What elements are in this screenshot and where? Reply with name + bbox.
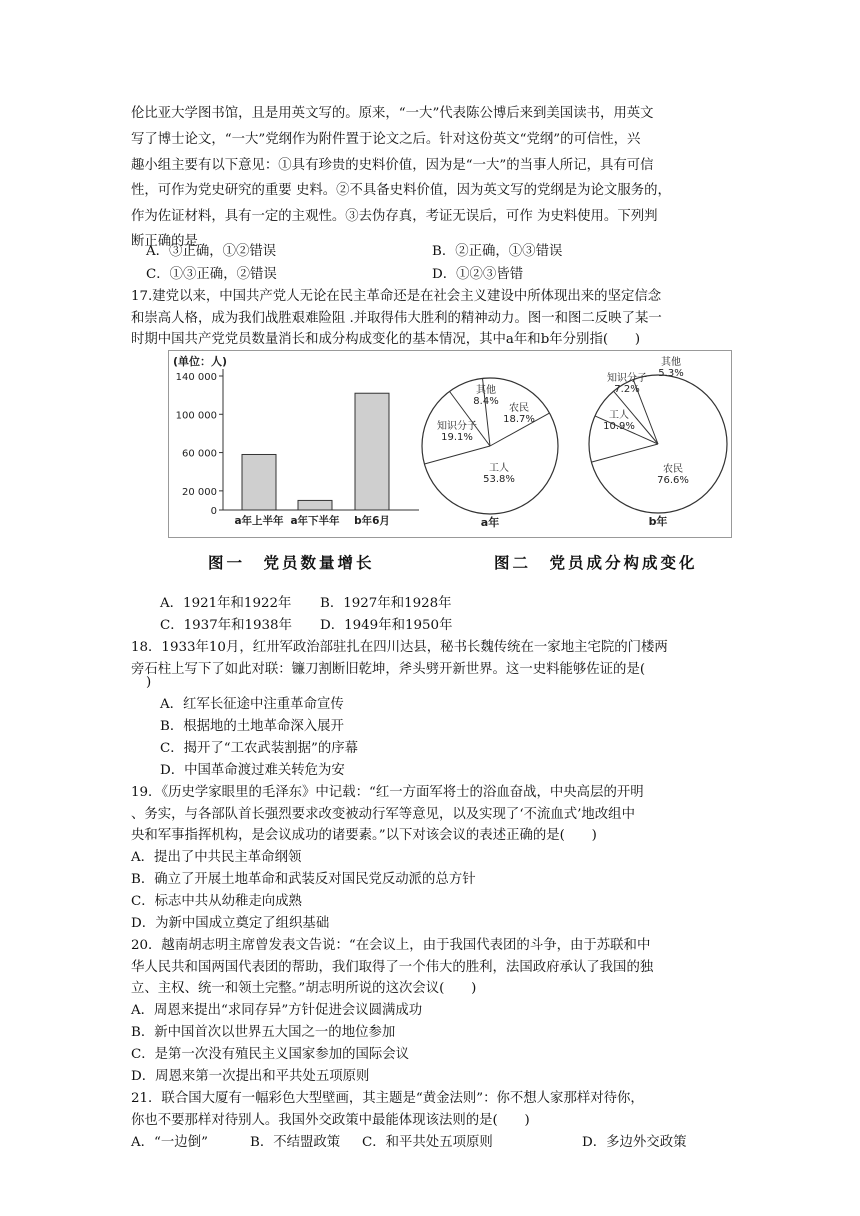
q19-option-a: A．提出了中共民主革命纲领 [131,850,302,865]
figure-panel [168,350,732,538]
pie-slice-value: 76.6% [657,475,689,486]
bar-chart [173,354,419,527]
bar-category-label: b年6月 [354,515,390,527]
q18-option-a: A．红军长征途中注重革命宣传 [160,697,344,712]
pie-slice-name: 工人 [609,410,629,421]
q17-option-c: C．1937年和1938年 [160,618,292,633]
bar-category-label: a年上半年 [234,515,284,527]
pie-chart-b [589,355,727,528]
pie-slice-name: 知识分子 [437,421,477,432]
pie-slice-value: 18.7% [503,414,535,425]
q20-option-c: C．是第一次没有殖民主义国家参加的国际会议 [131,1047,410,1062]
pie-slice-name: 工人 [489,463,509,474]
bar-y-tick-label: 100 000 [175,410,217,422]
bar-category-label: a年下半年 [290,515,340,527]
pie-slice-value: 5.3% [658,368,684,379]
q19-line: 、务实，与各部队首长强烈要求改变被动行军等意见，以及实现了‘不流血式’地改组中 [131,807,635,822]
q16-line: 趣小组主要有以下意见：①具有珍贵的史料价值，因为是“一大”的当事人所记，具有可信 [131,158,654,173]
q16-option-a: A．③正确，①②错误 [146,244,277,259]
pie-slice-value: 10.9% [603,421,635,432]
bar-y-tick-label: 60 000 [182,448,217,460]
q18-option-d: D．中国革命渡过难关转危为安 [160,763,345,778]
q18-option-c: C．揭开了“工农武装割据”的序幕 [160,741,359,756]
q17-option-d: D．1949年和1950年 [320,618,453,633]
bar [242,454,276,510]
q17-line: 17.建党以来，中国共产党人无论在民主革命还是在社会主义建设中所体现出来的坚定信念 [131,289,662,304]
figure2-caption: 图二 党员成分构成变化 [494,554,698,572]
bar-y-tick-label: 140 000 [175,372,217,383]
q20-line: 华人民共和国两国代表团的帮助，我们取得了一个伟大的胜利，法国政府承认了我国的独 [131,960,654,975]
q21-option-b: B．不结盟政策 [250,1135,341,1150]
q18-option-b: B．根据地的土地革命深入展开 [160,719,344,734]
q17-line: 和崇高人格，成为我们战胜艰难险阻 .并取得伟大胜利的精神动力。图一和图二反映了某一 [131,311,662,326]
q18-line: 18．1933年10月，红卅军政治部驻扎在四川达县，秘书长魏传统在一家地主宅院的门楼两 [131,640,668,655]
pie-slice-value: 7.2% [614,384,640,395]
q21-line: 21．联合国大厦有一幅彩色大型壁画，其主题是“黄金法则”：你不想人家那样对待你， [131,1091,644,1106]
pie-slice-name: 其他 [476,385,496,396]
q17-option-b: B．1927年和1928年 [320,596,452,611]
figure-svg [169,351,731,537]
q18-line: 旁石柱上写下了如此对联：镰刀割断旧乾坤，斧头劈开新世界。这一史料能够佐证的是( [131,662,646,677]
q19-line: 19．《历史学家眼里的毛泽东》中记载：“红一方面军将士的浴血奋战，中央高层的开明 [131,785,644,800]
q20-line: 20．越南胡志明主席曾发表文告说：“在会议上，由于我国代表团的斗争，由于苏联和中 [131,938,651,953]
pie-slice-value: 8.4% [473,396,499,407]
bar-y-tick-label: 20 000 [182,486,217,498]
pie-slice-name: 其他 [661,357,681,368]
q16-line: 伦比亚大学图书馆，且是用英文写的。原来，“一大”代表陈公博后来到美国读书，用英文 [131,106,654,121]
bar-unit-label: (单位：人) [173,355,228,368]
q21-option-d: D．多边外交政策 [582,1135,687,1150]
q16-line: 性，可作为党史研究的重要 史料。②不具备史料价值，因为英文写的党纲是为论文服务的， [131,183,671,198]
q19-option-d: D．为新中国成立奠定了组织基础 [131,916,330,931]
figure1-caption: 图一 党员数量增长 [208,554,375,572]
q19-option-c: C．标志中共从幼稚走向成熟 [131,894,302,909]
bar [298,500,332,510]
q16-option-d: D．①②③皆错 [432,267,524,282]
bar [355,393,389,510]
pie-a-label: a年 [480,516,500,529]
pie-slice-value: 53.8% [483,474,515,485]
pie-slice-value: 19.1% [441,432,473,443]
pie-chart-a [422,378,558,529]
pie-slice-name: 知识分子 [607,373,647,384]
q21-line: 你也不要那样对待别人。我国外交政策中最能体现该法则的是( ) [131,1113,530,1128]
q17-option-a: A．1921年和1922年 [160,596,292,611]
q20-line: 立、主权、统一和领土完整。”胡志明所说的这次会议( ) [131,981,477,996]
pie-slice-name: 农民 [663,464,683,475]
q16-line: 断正确的是 [131,234,198,249]
q20-option-a: A．周恩来提出“求同存异”方针促进会议圆满成功 [131,1003,423,1018]
q16-option-b: B．②正确，①③错误 [432,244,563,259]
q19-option-b: B．确立了开展土地革命和武装反对国民党反动派的总方针 [131,872,476,887]
q16-option-c: C．①③正确，②错误 [146,267,277,282]
pie-b-label: b年 [648,515,668,528]
q18-line: ) [146,675,152,690]
q16-line: 作为佐证材料，具有一定的主观性。③去伪存真，考证无误后，可作 为史料使用。下列判 [131,209,658,224]
q20-option-b: B．新中国首次以世界五大国之一的地位参加 [131,1025,396,1040]
q21-option-a: A．“一边倒” [131,1135,208,1150]
q17-line: 时期中国共产党党员数量消长和成分构成变化的基本情况，其中a年和b年分别指( ) [131,332,641,347]
q16-line: 写了博士论文，“一大”党纲作为附件置于论文之后。针对这份英文“党纲”的可信性，兴 [131,132,641,147]
bar-y-tick-label: 0 [210,506,217,517]
q21-option-c: C．和平共处五项原则 [362,1135,493,1150]
q19-line: 央和军事指挥机构，是会议成功的诸要素。”以下对该会议的表述正确的是( ) [131,828,597,843]
q20-option-d: D．周恩来第一次提出和平共处五项原则 [131,1069,370,1084]
pie-slice-name: 农民 [509,403,529,414]
